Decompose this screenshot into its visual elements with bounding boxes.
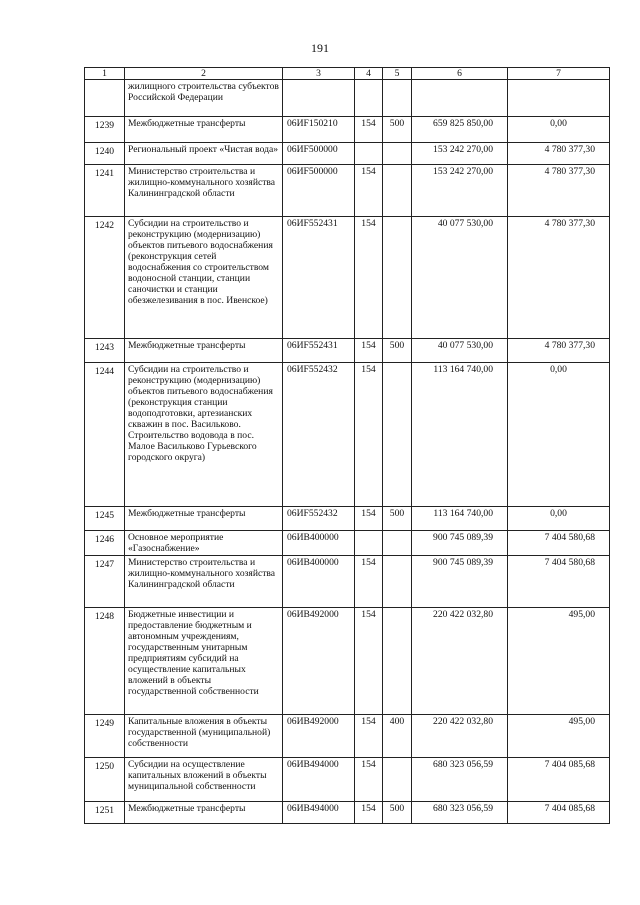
amount-cell: 220 422 032,80 bbox=[412, 608, 508, 715]
amount-cell: 113 164 740,00 bbox=[412, 363, 508, 507]
amount-cell: 40 077 530,00 bbox=[412, 339, 508, 363]
item-name-cell: Субсидии на строительство и реконструкцию (модернизацию) объектов питьевого водоснабжения (реконструкция станции водоподготовки, артезианских скважин в пос. Васильково. Строительство водовода в пос. Малое Васильково Гурьевского городского округа) bbox=[125, 363, 283, 507]
table-row bbox=[85, 363, 610, 507]
target-article-cell: 06ИВ400000 bbox=[283, 531, 355, 556]
department-code-cell bbox=[355, 143, 383, 165]
target-article-cell: 06ИF552431 bbox=[283, 339, 355, 363]
item-name-cell: Министерство строительства и жилищно-коммунального хозяйства Калининградской области bbox=[125, 556, 283, 608]
department-code-cell: 154 bbox=[355, 802, 383, 824]
table-row bbox=[85, 143, 610, 165]
amount-next-cell: 7 404 580,68 bbox=[508, 531, 610, 556]
table-row bbox=[85, 715, 610, 758]
amount-next-cell: 7 404 085,68 bbox=[508, 802, 610, 824]
expense-type-cell bbox=[383, 80, 412, 117]
item-name-cell: жилищного строительства субъектов Российской Федерации bbox=[125, 80, 283, 117]
amount-next-cell: 4 780 377,30 bbox=[508, 339, 610, 363]
target-article-cell: 06ИF552432 bbox=[283, 363, 355, 507]
item-name-cell: Субсидии на строительство и реконструкцию (модернизацию) объектов питьевого водоснабжения (реконструкция сетей водоснабжения со строительством водоносной станции, станции саночистки и станции обезжелезивания в пос. Ивенское) bbox=[125, 217, 283, 339]
amount-next-cell bbox=[508, 80, 610, 117]
amount-next-cell: 0,00 bbox=[508, 507, 610, 531]
item-name-cell: Межбюджетные трансферты bbox=[125, 507, 283, 531]
page-number: 191 bbox=[311, 41, 329, 55]
item-name-cell: Бюджетные инвестиции и предоставление бюджетным и автономным учреждениям, государственным унитарным предприятиям субсидий на осуществление капитальных вложений в объекты государственной собственности bbox=[125, 608, 283, 715]
department-code-cell bbox=[355, 80, 383, 117]
amount-next-cell: 0,00 bbox=[508, 117, 610, 143]
table-row bbox=[85, 556, 610, 608]
target-article-cell: 06ИF500000 bbox=[283, 143, 355, 165]
table-row bbox=[85, 80, 610, 117]
table-row bbox=[85, 758, 610, 802]
table-row bbox=[85, 217, 610, 339]
department-code-cell: 154 bbox=[355, 165, 383, 217]
column-header: 6 bbox=[412, 68, 508, 80]
department-code-cell: 154 bbox=[355, 758, 383, 802]
amount-cell: 900 745 089,39 bbox=[412, 556, 508, 608]
row-number-cell: 1242 bbox=[85, 217, 125, 339]
item-name-cell: Капитальные вложения в объекты государственной (муниципальной) собственности bbox=[125, 715, 283, 758]
department-code-cell: 154 bbox=[355, 363, 383, 507]
row-number-cell: 1246 bbox=[85, 531, 125, 556]
target-article-cell: 06ИF552432 bbox=[283, 507, 355, 531]
amount-cell bbox=[412, 80, 508, 117]
expense-type-cell bbox=[383, 217, 412, 339]
amount-next-cell: 7 404 085,68 bbox=[508, 758, 610, 802]
column-header: 2 bbox=[125, 68, 283, 80]
table-row bbox=[85, 802, 610, 824]
row-number-cell: 1244 bbox=[85, 363, 125, 507]
amount-cell: 659 825 850,00 bbox=[412, 117, 508, 143]
target-article-cell: 06ИВ494000 bbox=[283, 802, 355, 824]
expense-type-cell bbox=[383, 531, 412, 556]
row-number-cell: 1245 bbox=[85, 507, 125, 531]
row-number-cell: 1247 bbox=[85, 556, 125, 608]
column-header: 5 bbox=[383, 68, 412, 80]
amount-next-cell: 7 404 580,68 bbox=[508, 556, 610, 608]
amount-cell: 680 323 056,59 bbox=[412, 802, 508, 824]
expense-type-cell: 500 bbox=[383, 117, 412, 143]
row-number-cell: 1249 bbox=[85, 715, 125, 758]
item-name-cell: Региональный проект «Чистая вода» bbox=[125, 143, 283, 165]
item-name-cell: Межбюджетные трансферты bbox=[125, 339, 283, 363]
department-code-cell: 154 bbox=[355, 608, 383, 715]
row-number-cell: 1239 bbox=[85, 117, 125, 143]
target-article-cell bbox=[283, 80, 355, 117]
target-article-cell: 06ИВ492000 bbox=[283, 715, 355, 758]
amount-cell: 220 422 032,80 bbox=[412, 715, 508, 758]
amount-cell: 153 242 270,00 bbox=[412, 143, 508, 165]
target-article-cell: 06ИВ492000 bbox=[283, 608, 355, 715]
amount-next-cell: 4 780 377,30 bbox=[508, 143, 610, 165]
amount-cell: 153 242 270,00 bbox=[412, 165, 508, 217]
expense-type-cell bbox=[383, 758, 412, 802]
table-row bbox=[85, 608, 610, 715]
department-code-cell: 154 bbox=[355, 117, 383, 143]
amount-next-cell: 4 780 377,30 bbox=[508, 217, 610, 339]
expense-type-cell: 500 bbox=[383, 339, 412, 363]
amount-cell: 900 745 089,39 bbox=[412, 531, 508, 556]
row-number-cell: 1250 bbox=[85, 758, 125, 802]
amount-next-cell: 0,00 bbox=[508, 363, 610, 507]
target-article-cell: 06ИF552431 bbox=[283, 217, 355, 339]
department-code-cell bbox=[355, 531, 383, 556]
item-name-cell: Министерство строительства и жилищно-коммунального хозяйства Калининградской области bbox=[125, 165, 283, 217]
row-number-cell: 1241 bbox=[85, 165, 125, 217]
item-name-cell: Основное мероприятие «Газоснабжение» bbox=[125, 531, 283, 556]
amount-next-cell: 495,00 bbox=[508, 608, 610, 715]
column-header: 4 bbox=[355, 68, 383, 80]
table-row bbox=[85, 339, 610, 363]
expense-type-cell bbox=[383, 363, 412, 507]
target-article-cell: 06ИВ494000 bbox=[283, 758, 355, 802]
row-number-cell: 1251 bbox=[85, 802, 125, 824]
budget-table bbox=[84, 67, 610, 824]
department-code-cell: 154 bbox=[355, 217, 383, 339]
expense-type-cell bbox=[383, 556, 412, 608]
target-article-cell: 06ИF150210 bbox=[283, 117, 355, 143]
expense-type-cell bbox=[383, 608, 412, 715]
column-header: 1 bbox=[85, 68, 125, 80]
table-row bbox=[85, 117, 610, 143]
expense-type-cell bbox=[383, 143, 412, 165]
table-header-row bbox=[85, 68, 610, 80]
department-code-cell: 154 bbox=[355, 715, 383, 758]
column-header: 3 bbox=[283, 68, 355, 80]
amount-cell: 680 323 056,59 bbox=[412, 758, 508, 802]
item-name-cell: Субсидии на осуществление капитальных вложений в объекты муниципальной собственности bbox=[125, 758, 283, 802]
item-name-cell: Межбюджетные трансферты bbox=[125, 802, 283, 824]
expense-type-cell: 400 bbox=[383, 715, 412, 758]
item-name-cell: Межбюджетные трансферты bbox=[125, 117, 283, 143]
department-code-cell: 154 bbox=[355, 339, 383, 363]
expense-type-cell: 500 bbox=[383, 507, 412, 531]
table-row bbox=[85, 165, 610, 217]
department-code-cell: 154 bbox=[355, 556, 383, 608]
department-code-cell: 154 bbox=[355, 507, 383, 531]
row-number-cell: 1248 bbox=[85, 608, 125, 715]
table-row bbox=[85, 507, 610, 531]
amount-cell: 40 077 530,00 bbox=[412, 217, 508, 339]
target-article-cell: 06ИВ400000 bbox=[283, 556, 355, 608]
table-row bbox=[85, 531, 610, 556]
amount-next-cell: 495,00 bbox=[508, 715, 610, 758]
amount-next-cell: 4 780 377,30 bbox=[508, 165, 610, 217]
row-number-cell: 1243 bbox=[85, 339, 125, 363]
expense-type-cell: 500 bbox=[383, 802, 412, 824]
row-number-cell bbox=[85, 80, 125, 117]
row-number-cell: 1240 bbox=[85, 143, 125, 165]
column-header: 7 bbox=[508, 68, 610, 80]
target-article-cell: 06ИF500000 bbox=[283, 165, 355, 217]
amount-cell: 113 164 740,00 bbox=[412, 507, 508, 531]
expense-type-cell bbox=[383, 165, 412, 217]
